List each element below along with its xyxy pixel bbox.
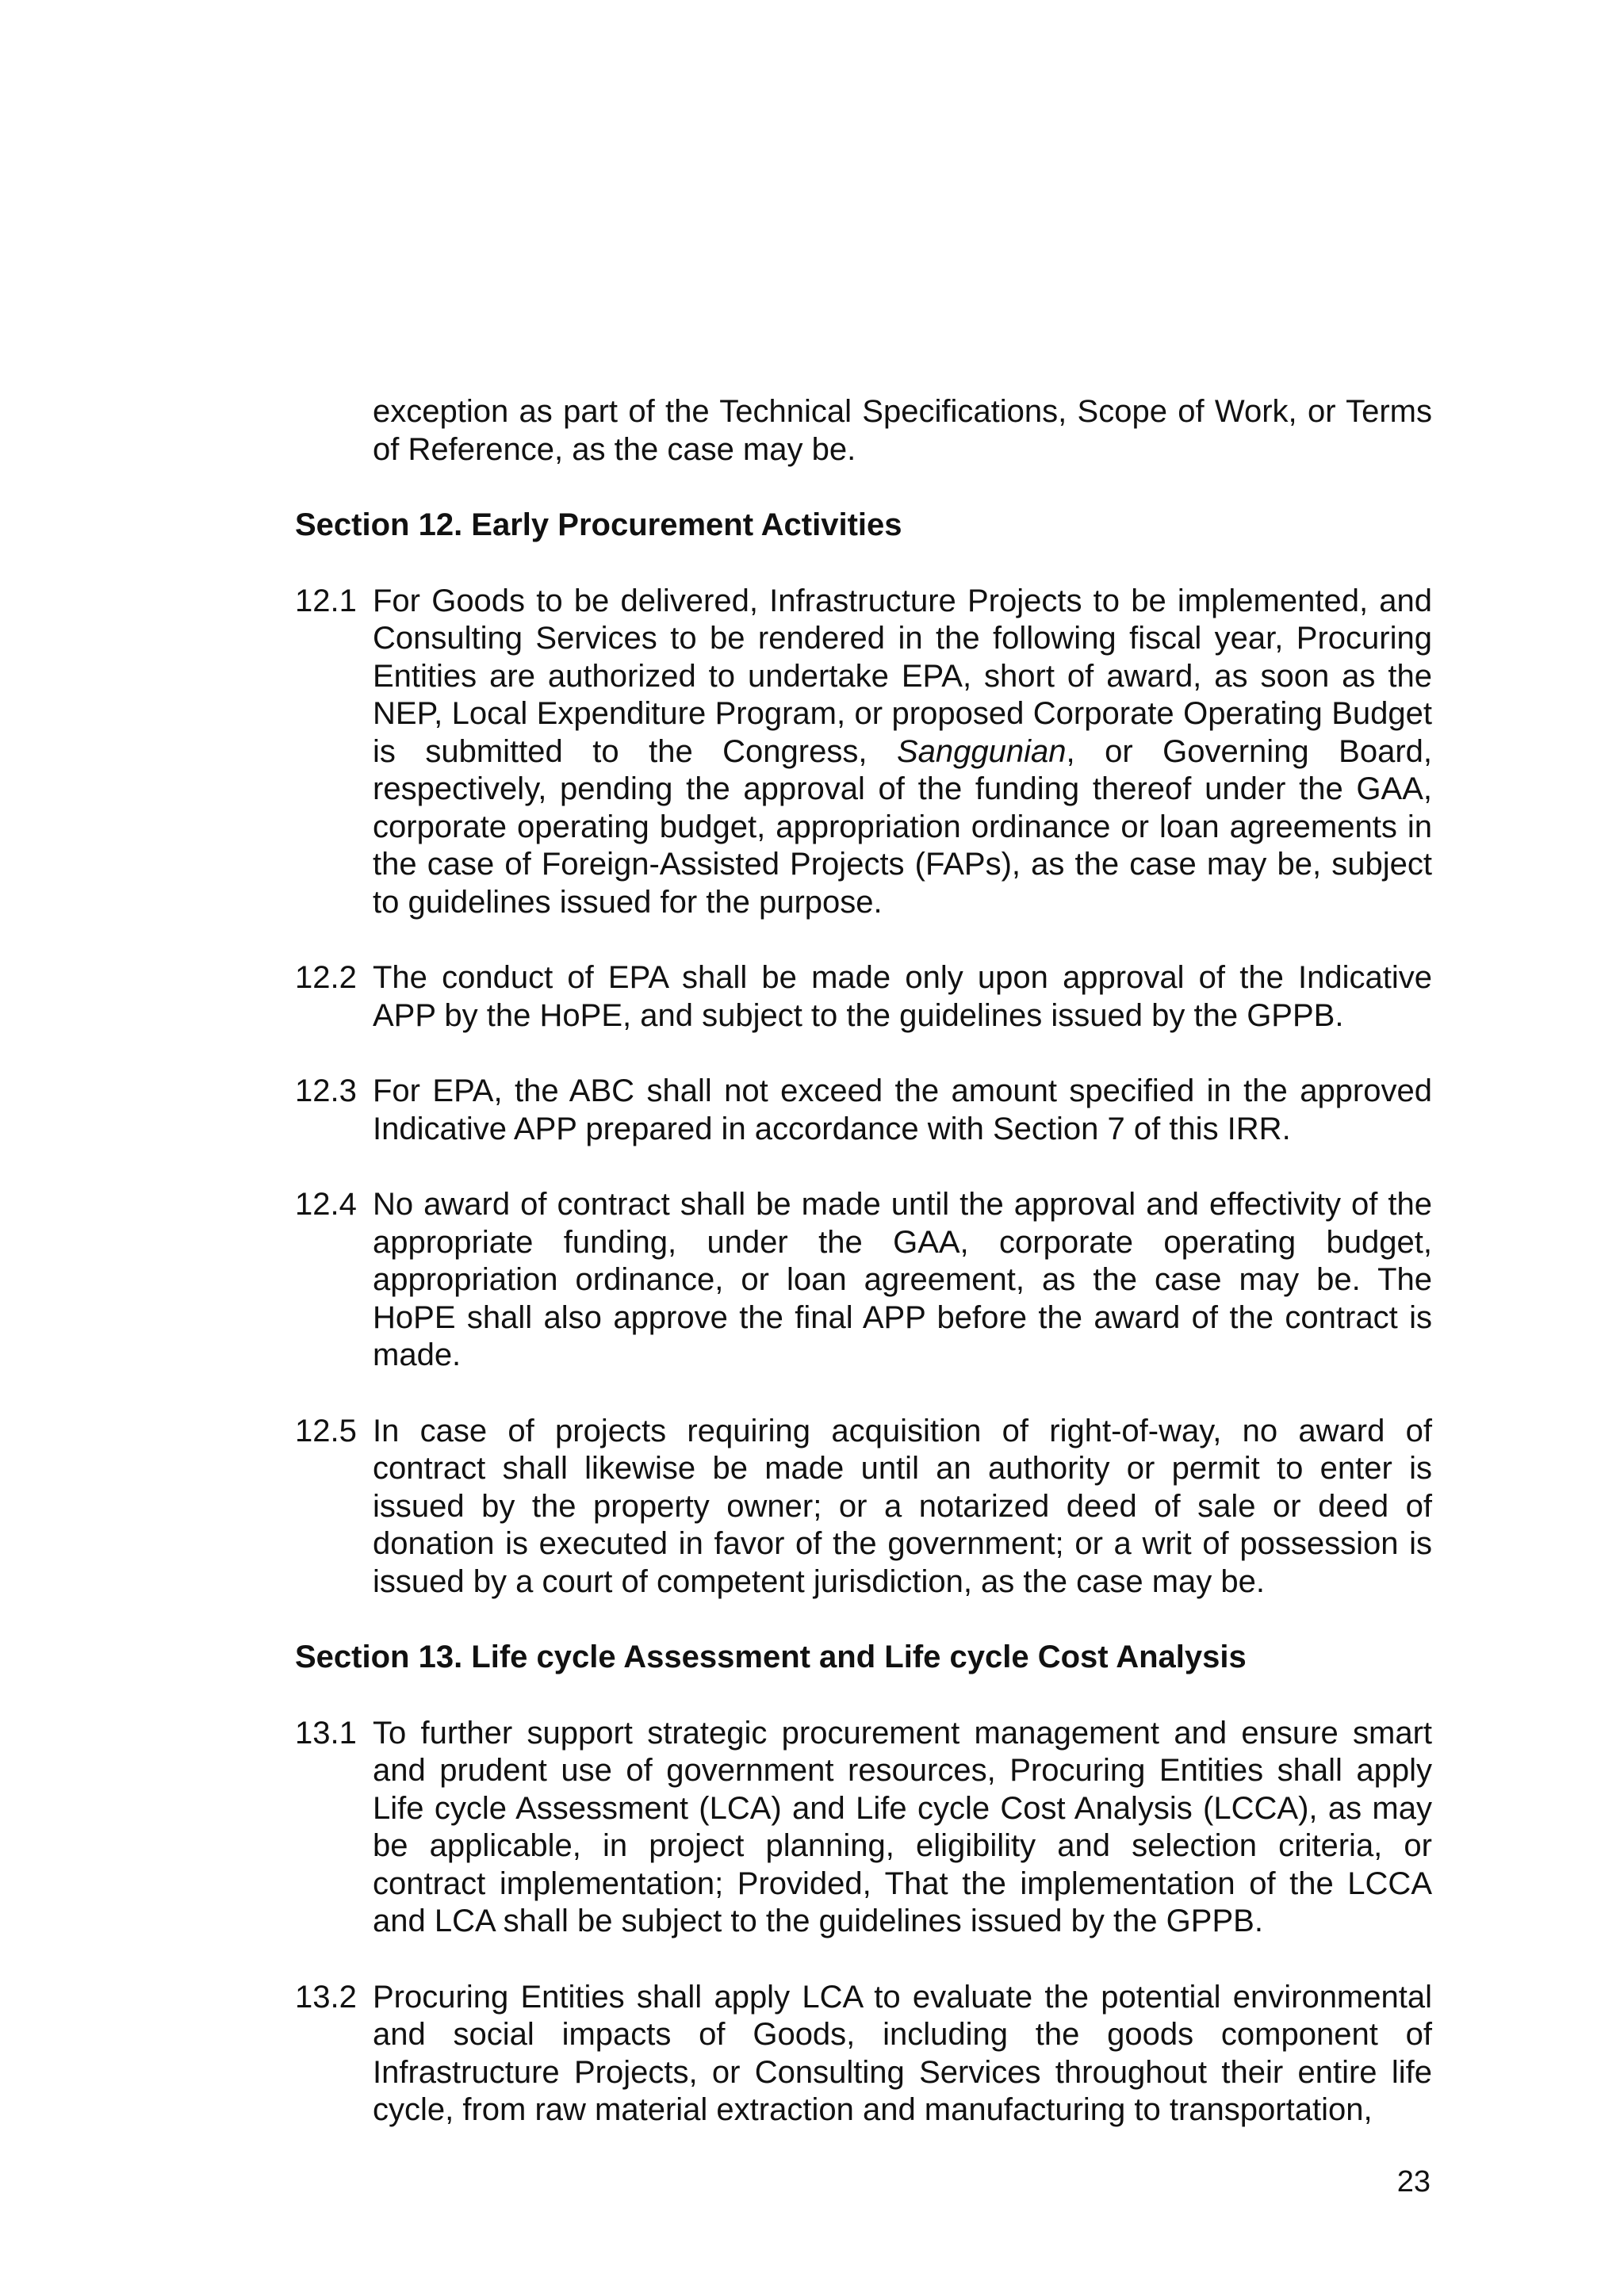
clause-text: Procuring Entities shall apply LCA to evaluate the potential environmental and social impacts of Goods, including the goods component of Infrastructure Projects, or Consulting Services throughout their entire life cycle, from raw material extraction and manufacturing to transportation, [373,1979,1432,2127]
clause-text: In case of projects requiring acquisition of right-of-way, no award of contract shall likewise be made until an authority or permit to enter is issued by the property owner; or a notarized deed of sale or deed of donation is executed in favor of the government; or a writ of possession is issued by a court of competent jurisdiction, as the case may be. [373,1413,1432,1599]
clause-text [373,583,1432,922]
clause-number: 12.5 [295,1413,357,1448]
clause-number: 13.2 [295,1979,357,2015]
section-12-heading: Section 12. Early Procurement Activities [295,507,902,542]
clause-12-1 [295,583,1432,922]
clause-number: 12.1 [295,583,357,618]
continuation-paragraph: exception as part of the Technical Specifications, Scope of Work, or Terms of Reference, as the case may be. [373,394,1432,467]
clause-12-4 [295,1186,1432,1375]
clause-12-2 [295,959,1432,1035]
clause-13-2 [295,1979,1432,2130]
clause-text: For EPA, the ABC shall not exceed the amount specified in the approved Indicative APP prepared in accordance with Section 7 of this IRR. [373,1073,1432,1146]
clause-number: 12.2 [295,960,357,995]
clause-12-3 [295,1073,1432,1148]
clause-number: 12.4 [295,1187,357,1222]
clause-text-part: , or Governing Board, respectively, pending the approval of the funding thereof under the GAA, corporate operating budget, appropriation ordinance or loan agreements in the case of Foreign-Assisted Projects (FAPs), as the case may be, subject to guidelines issued for the purpose. [373,733,1433,920]
clause-text: No award of contract shall be made until the approval and effectivity of the appropriate funding, under the GAA, corporate operating budget, appropriation ordinance, or loan agreement, as the case may be. The HoPE shall also approve the final APP before the award of the contract is made. [373,1187,1432,1372]
clause-number: 12.3 [295,1073,357,1108]
page-content [295,362,1432,2130]
section-13-heading: Section 13. Life cycle Assessment and Life cycle Cost Analysis [295,1640,1247,1674]
clause-text-italic: Sanggunian [896,733,1067,769]
clause-12-5 [295,1413,1432,1601]
clause-text-part: For Goods to be delivered, Infrastructure Projects to be implemented, and Consulting Services to be rendered in the following fiscal year, Procuring Entities are authorized to undertake EPA, short of award, as soon as the NEP, Local Expenditure Program, or proposed Corporate Operating Budget is submitted to the Congress, [373,583,1432,769]
clause-number: 13.1 [295,1715,357,1751]
clause-13-1 [295,1715,1432,1941]
page-number: 23 [1396,2165,1431,2198]
clause-text: To further support strategic procurement management and ensure smart and prudent use of government resources, Procuring Entities shall apply Life cycle Assessment (LCA) and Life cycle Cost Analysis (LCCA), as may be applicable, in project planning, eligibility and selection criteria, or contract implementation; Provided, That the implementation of the LCCA and LCA shall be subject to the guidelines issued by the GPPB. [373,1715,1432,1938]
clause-text: The conduct of EPA shall be made only upon approval of the Indicative APP by the HoPE, and subject to the guidelines issued by the GPPB. [373,960,1432,1033]
